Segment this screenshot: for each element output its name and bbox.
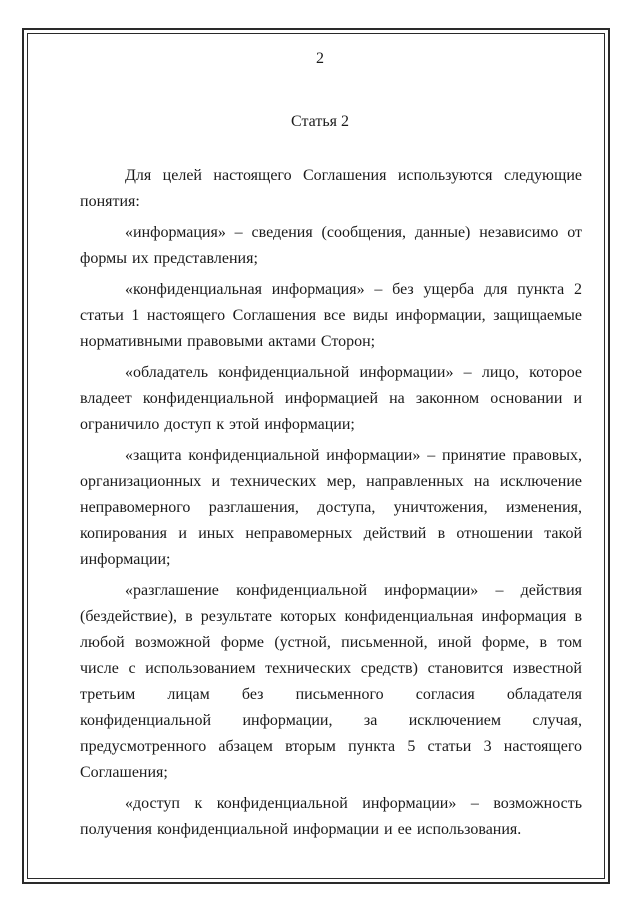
definition-disclosure: «разглашение конфиденциальной информации» – действия (бездействие), в результате которых конфиденциальная информация в любой возможной форме (устной, письменной, иной форме, в том числе с использованием технических средств) становится известной третьим лицам без письменного согласия обладателя конфиденциальной информации, за исключением случая, предусмотренного абзацем вторым пункта 5 статьи 3 настоящего Соглашения; (80, 582, 582, 781)
definition-information: «информация» – сведения (сообщения, данные) независимо от формы их представления; (80, 224, 582, 267)
article-title: Статья 2 (291, 113, 349, 130)
page-number: 2 (316, 50, 324, 67)
definition-protection: «защита конфиденциальной информации» – принятие правовых, организационных и технических мер, направленных на исключение неправомерного разглашения, доступа, уничтожения, изменения, копирования и иных неправомерных действий в отношении такой информации; (80, 447, 582, 568)
definition-owner: «обладатель конфиденциальной информации» – лицо, которое владеет конфиденциальной информацией на законном основании и ограничило доступ к этой информации; (80, 364, 582, 433)
paragraph-intro: Для целей настоящего Соглашения используются следующие понятия: (80, 167, 582, 210)
definition-confidential-information: «конфиденциальная информация» – без ущерба для пункта 2 статьи 1 настоящего Соглашения все виды информации, защищаемые нормативными правовыми актами Сторон; (80, 281, 582, 350)
definition-access: «доступ к конфиденциальной информации» – возможность получения конфиденциальной информации и ее использования. (80, 795, 582, 838)
document-body (80, 163, 582, 848)
